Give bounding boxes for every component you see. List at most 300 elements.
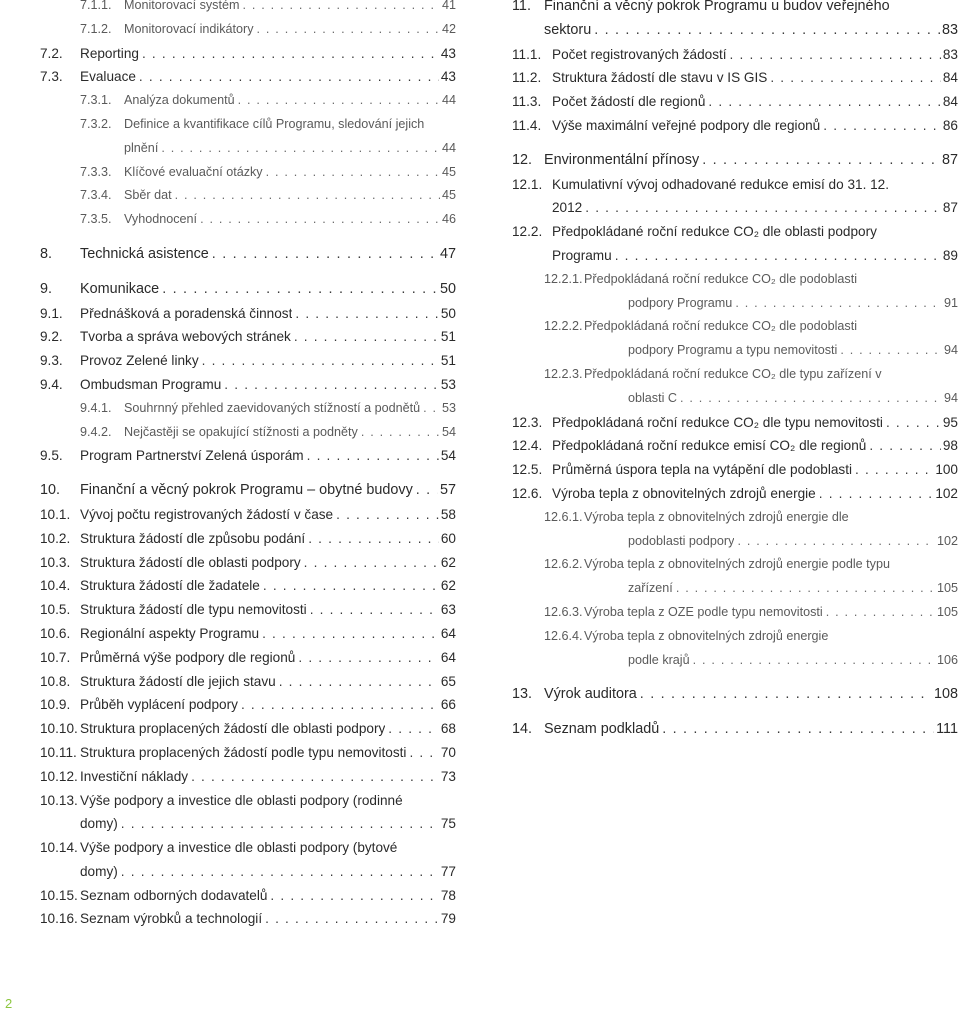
- toc-entry-page: 60: [440, 530, 456, 546]
- toc-entry-page: 102: [935, 485, 958, 501]
- toc-entry-page: 75: [440, 816, 456, 832]
- dot-leader: [172, 184, 440, 208]
- toc-entry-title: Program Partnerství Zelená úsporám: [80, 448, 304, 464]
- dot-leader: [406, 741, 438, 765]
- toc-entry-page: 62: [440, 578, 456, 594]
- toc-entry-number: 9.4.1.: [80, 400, 112, 415]
- toc-entry-title: Technická asistence: [80, 245, 209, 262]
- toc-entry[interactable]: [512, 625, 958, 649]
- toc-entry-number: 7.3.4.: [80, 188, 112, 203]
- dot-leader: [732, 292, 942, 316]
- toc-entry-title: Klíčové evaluační otázky: [124, 164, 263, 179]
- toc-entry-title: Tvorba a správa webových stránek: [80, 329, 291, 345]
- toc-entry-title: Analýza dokumentů: [124, 93, 235, 108]
- toc-entry-title: Finanční a věcný pokrok Programu – obytné budovy: [80, 482, 413, 499]
- toc-entry[interactable]: [512, 506, 958, 530]
- dot-leader: [304, 444, 439, 468]
- toc-entry-title: domy): [80, 816, 118, 832]
- toc-entry-page: 44: [441, 93, 456, 108]
- toc-entry-title: Seznam odborných dodavatelů: [80, 887, 268, 903]
- page-number: 2: [5, 996, 13, 1011]
- toc-entry-title: podoblasti podpory: [628, 533, 735, 548]
- dot-leader: [866, 434, 941, 458]
- toc-entry[interactable]: [512, 683, 958, 707]
- toc-entry-number: 12.4.: [512, 438, 543, 454]
- toc-entry-number: 12.3.: [512, 414, 543, 430]
- dot-leader: [254, 18, 440, 42]
- dot-leader: [276, 670, 439, 694]
- toc-entry-page: 78: [440, 887, 456, 903]
- toc-entry-number: 7.3.3.: [80, 164, 112, 179]
- toc-entry[interactable]: [40, 836, 456, 860]
- toc-entry-title: Výroba tepla z obnovitelných zdrojů energie dle: [584, 509, 849, 524]
- toc-entry-page: 95: [942, 414, 958, 430]
- toc-entry-title: podpory Programu: [628, 295, 733, 310]
- toc-entry-title: Seznam výrobků a technologií: [80, 911, 263, 927]
- toc-entry[interactable]: [512, 43, 958, 67]
- toc-entry-number: 12.6.4.: [544, 628, 583, 643]
- toc-entry-number: 12.2.3.: [544, 366, 583, 381]
- dot-leader: [690, 649, 935, 673]
- toc-entry-title: Počet registrovaných žádostí: [552, 46, 727, 62]
- toc-entry-title: Struktura žádostí dle stavu v IS GIS: [552, 70, 768, 86]
- toc-entry-title: Struktura žádostí dle typu nemovitosti: [80, 602, 307, 618]
- toc-left-column: [40, 0, 456, 931]
- dot-leader: [767, 66, 941, 90]
- toc-entry-title: Monitorovací systém: [124, 0, 240, 12]
- toc-entry-title: Programu: [552, 247, 612, 263]
- toc-entry-number: 12.2.: [512, 224, 543, 240]
- toc-entry-number: 10.: [40, 482, 61, 499]
- toc-entry-title: Průměrná úspora tepla na vytápění dle podoblasti: [552, 462, 853, 478]
- toc-entry-title: Kumulativní vývoj odhadované redukce emisí do 31. 12.: [552, 176, 890, 192]
- toc-entry-title: Ombudsman Programu: [80, 376, 222, 392]
- toc-entry-number: 10.13.: [40, 792, 78, 808]
- toc-entry-page: 50: [439, 280, 456, 297]
- toc-entry-title: Předpokládaná roční redukce CO₂ dle typu zařízení v: [584, 366, 882, 381]
- dot-leader: [235, 89, 440, 113]
- toc-entry-number: 10.8.: [40, 673, 71, 689]
- toc-entry-title: Struktura žádostí dle způsobu podání: [80, 530, 306, 546]
- toc-entry-page: 43: [440, 45, 456, 61]
- dot-leader: [883, 411, 941, 435]
- toc-entry-number: 12.2.1.: [544, 271, 583, 286]
- toc-entry-page: 47: [439, 245, 456, 262]
- toc-entry-page: 94: [943, 343, 958, 358]
- toc-entry-title: Monitorovací indikátory: [124, 21, 254, 36]
- dot-leader: [612, 244, 941, 268]
- toc-entry-page: 50: [440, 305, 456, 321]
- dot-leader: [582, 196, 941, 220]
- toc-entry-page: 73: [440, 768, 456, 784]
- toc-entry-number: 10.7.: [40, 649, 71, 665]
- section-gap: [512, 138, 958, 149]
- toc-entry-title: Počet žádostí dle regionů: [552, 94, 706, 110]
- toc-entry-page: 57: [439, 482, 456, 499]
- toc-entry-page: 51: [440, 329, 456, 345]
- dot-leader: [816, 482, 934, 506]
- toc-entry-number: 10.12.: [40, 768, 78, 784]
- toc-entry-number: 10.5.: [40, 602, 71, 618]
- toc-entry-title: Investiční náklady: [80, 768, 189, 784]
- toc-entry-title: Komunikace: [80, 280, 160, 297]
- dot-leader: [239, 0, 440, 18]
- dot-leader: [837, 339, 942, 363]
- dot-leader: [292, 302, 439, 326]
- dot-leader: [295, 646, 439, 670]
- toc-entry-number: 8.: [40, 245, 53, 262]
- toc-entry[interactable]: [40, 622, 456, 646]
- toc-entry[interactable]: [40, 884, 456, 908]
- toc-entry-page: 62: [440, 554, 456, 570]
- toc-entry[interactable]: [40, 444, 456, 468]
- toc-entry-title: Výroba tepla z OZE podle typu nemovitosti: [584, 604, 823, 619]
- toc-entry[interactable]: [40, 551, 456, 575]
- toc-entry[interactable]: [40, 646, 456, 670]
- toc-entry-page: 58: [440, 506, 456, 522]
- dot-leader: [260, 574, 439, 598]
- toc-entry-page: 84: [942, 94, 958, 110]
- dot-leader: [263, 161, 440, 185]
- toc-entry-title: Předpokládaná roční redukce emisí CO₂ dle regionů: [552, 438, 867, 454]
- toc-entry-page: 87: [941, 151, 958, 168]
- dot-leader: [199, 349, 439, 373]
- toc-entry-number: 13.: [512, 686, 533, 703]
- toc-entry[interactable]: [512, 363, 958, 387]
- toc-entry-page: 89: [942, 247, 958, 263]
- toc-entry-title: Výše maximální veřejné podpory dle regionů: [552, 117, 821, 133]
- toc-entry-page: 54: [440, 448, 456, 464]
- toc-entry-page: 83: [942, 46, 958, 62]
- dot-leader: [291, 325, 439, 349]
- toc-entry-title: plnění: [124, 140, 159, 155]
- toc-entry-title: Environmentální přínosy: [544, 151, 700, 168]
- toc-entry[interactable]: [40, 113, 456, 137]
- toc-entry-page: 98: [942, 438, 958, 454]
- toc-entry-page: 46: [441, 212, 456, 227]
- toc-entry[interactable]: [40, 789, 456, 813]
- toc-entry[interactable]: [512, 220, 958, 244]
- toc-entry[interactable]: [512, 553, 958, 577]
- toc-entry-title: Nejčastěji se opakující stížnosti a podněty: [124, 424, 358, 439]
- toc-entry-page: 45: [441, 188, 456, 203]
- dot-leader: [158, 137, 440, 161]
- toc-entry-title: domy): [80, 863, 118, 879]
- toc-entry-number: 10.2.: [40, 530, 71, 546]
- toc-entry-page: 86: [942, 117, 958, 133]
- toc-entry[interactable]: [512, 292, 958, 316]
- toc-entry[interactable]: [40, 243, 456, 267]
- toc-entry-number: 9.5.: [40, 448, 63, 464]
- toc-entry-page: 68: [440, 721, 456, 737]
- toc-entry-number: 9.: [40, 280, 53, 297]
- toc-entry[interactable]: [40, 860, 456, 884]
- toc-entry-title: Předpokládaná roční redukce CO₂ dle podoblasti: [584, 319, 858, 334]
- toc-entry[interactable]: [40, 598, 456, 622]
- toc-entry-page: 41: [441, 0, 456, 12]
- toc-entry[interactable]: [512, 244, 958, 268]
- dot-leader: [139, 42, 439, 66]
- dot-leader: [852, 458, 933, 482]
- toc-entry[interactable]: [512, 66, 958, 90]
- toc-entry-title: zařízení: [628, 581, 673, 596]
- toc-entry-title: Reporting: [80, 45, 139, 61]
- dot-leader: [267, 884, 438, 908]
- toc-entry-number: 7.3.: [40, 69, 63, 85]
- toc-entry-page: 53: [441, 400, 456, 415]
- toc-entry-number: 9.4.2.: [80, 424, 112, 439]
- toc-entry[interactable]: [512, 411, 958, 435]
- toc-entry[interactable]: [40, 65, 456, 89]
- toc-entry[interactable]: [40, 89, 456, 113]
- toc-entry-title: podle krajů: [628, 652, 690, 667]
- toc-entry-number: 11.1.: [512, 46, 542, 62]
- toc-entry[interactable]: [40, 161, 456, 185]
- toc-entry-title: Výroba tepla z obnovitelných zdrojů energie podle typu: [584, 557, 890, 572]
- toc-entry[interactable]: [40, 574, 456, 598]
- dot-leader: [333, 503, 439, 527]
- toc-entry[interactable]: [512, 458, 958, 482]
- toc-entry-page: 79: [440, 911, 456, 927]
- dot-leader: [136, 65, 439, 89]
- toc-entry-title: Výroba tepla z obnovitelných zdrojů energie: [584, 628, 829, 643]
- toc-entry[interactable]: [40, 137, 456, 161]
- toc-entry-title: Evaluace: [80, 69, 136, 85]
- toc-entry-page: 64: [440, 625, 456, 641]
- toc-entry-title: Regionální aspekty Programu: [80, 625, 260, 641]
- toc-entry[interactable]: [40, 479, 456, 503]
- toc-entry[interactable]: [512, 482, 958, 506]
- toc-entry-title: Přednášková a poradenská činnost: [80, 305, 293, 321]
- toc-entry-page: 54: [441, 424, 456, 439]
- toc-entry-page: 111: [936, 721, 958, 738]
- toc-entry[interactable]: [512, 339, 958, 363]
- section-gap: [40, 232, 456, 243]
- toc-entry[interactable]: [512, 601, 958, 625]
- dot-leader: [385, 717, 439, 741]
- toc-entry[interactable]: [512, 173, 958, 197]
- toc-entry-title: Struktura proplacených žádostí podle typu nemovitosti: [80, 744, 407, 760]
- dot-leader: [659, 718, 934, 742]
- toc-entry-number: 9.2.: [40, 329, 63, 345]
- toc-entry[interactable]: [40, 18, 456, 42]
- toc-entry[interactable]: [40, 184, 456, 208]
- toc-entry-page: 84: [942, 70, 958, 86]
- toc-entry-title: Seznam podkladů: [544, 721, 660, 738]
- toc-entry[interactable]: [512, 19, 958, 43]
- toc-entry[interactable]: [40, 278, 456, 302]
- toc-entry-page: 102: [936, 533, 958, 548]
- toc-entry-number: 14.: [512, 721, 533, 738]
- toc-entry[interactable]: [40, 397, 456, 421]
- dot-leader: [305, 527, 439, 551]
- dot-leader: [820, 114, 941, 138]
- toc-entry[interactable]: [40, 208, 456, 232]
- toc-entry[interactable]: [40, 349, 456, 373]
- toc-entry-number: 7.3.5.: [80, 212, 112, 227]
- toc-entry[interactable]: [512, 114, 958, 138]
- toc-entry-page: 70: [440, 744, 456, 760]
- toc-entry-title: Struktura žádostí dle žadatele: [80, 578, 260, 594]
- dot-leader: [699, 149, 940, 173]
- dot-leader: [159, 278, 438, 302]
- toc-entry-number: 10.10.: [40, 721, 78, 737]
- dot-leader: [197, 208, 440, 232]
- dot-leader: [118, 812, 439, 836]
- toc-entry-title: Výroba tepla z obnovitelných zdrojů energie: [552, 485, 816, 501]
- toc-entry-page: 87: [942, 200, 958, 216]
- toc-entry-number: 9.3.: [40, 353, 63, 369]
- toc-entry-number: 12.1.: [512, 176, 543, 192]
- toc-entry[interactable]: [512, 196, 958, 220]
- toc-entry[interactable]: [512, 577, 958, 601]
- toc-entry-title: oblasti C: [628, 390, 677, 405]
- toc-entry[interactable]: [512, 315, 958, 339]
- toc-entry[interactable]: [40, 765, 456, 789]
- toc-entry[interactable]: [40, 812, 456, 836]
- toc-entry[interactable]: [40, 717, 456, 741]
- toc-entry[interactable]: [40, 42, 456, 66]
- dot-leader: [591, 19, 940, 43]
- dot-leader: [259, 622, 439, 646]
- toc-entry-number: 10.16.: [40, 911, 78, 927]
- toc-entry[interactable]: [512, 649, 958, 673]
- toc-entry-number: 9.1.: [40, 305, 63, 321]
- dot-leader: [734, 530, 935, 554]
- toc-entry-page: 51: [440, 353, 456, 369]
- dot-leader: [823, 601, 935, 625]
- toc-entry-title: Průběh vyplácení podpory: [80, 697, 238, 713]
- dot-leader: [673, 577, 935, 601]
- toc-entry-title: Předpokládaná roční redukce CO₂ dle typu nemovitosti: [552, 414, 883, 430]
- toc-entry-title: Souhrnný přehled zaevidovaných stížností a podnětů: [124, 400, 421, 415]
- toc-entry-title: Struktura proplacených žádostí dle oblasti podpory: [80, 721, 386, 737]
- toc-entry-title: Finanční a věcný pokrok Programu u budov veřejného: [544, 0, 890, 14]
- toc-entry-page: 105: [936, 581, 958, 596]
- toc-entry-title: Předpokládaná roční redukce CO₂ dle podoblasti: [584, 271, 858, 286]
- toc-entry-number: 12.5.: [512, 462, 543, 478]
- toc-right-column: [512, 0, 958, 742]
- toc-entry[interactable]: [40, 302, 456, 326]
- toc-entry-title: Struktura žádostí dle jejich stavu: [80, 673, 276, 689]
- toc-entry[interactable]: [512, 0, 958, 19]
- toc-entry-page: 108: [933, 686, 958, 703]
- toc-entry-page: 42: [441, 21, 456, 36]
- toc-entry[interactable]: [40, 503, 456, 527]
- toc-entry-title: Výše podpory a investice dle oblasti podpory (rodinné: [80, 792, 403, 808]
- toc-entry-title: Definice a kvantifikace cílů Programu, sledování jejich: [124, 116, 425, 131]
- toc-entry[interactable]: [512, 718, 958, 742]
- dot-leader: [221, 373, 439, 397]
- dot-leader: [637, 683, 932, 707]
- toc-entry-number: 10.6.: [40, 625, 71, 641]
- toc-entry-number: 7.1.1.: [80, 0, 112, 12]
- section-gap: [512, 672, 958, 683]
- dot-leader: [307, 598, 439, 622]
- dot-leader: [238, 693, 439, 717]
- toc-entry-number: 7.1.2.: [80, 21, 112, 36]
- toc-entry-number: 12.6.2.: [544, 557, 583, 572]
- toc-entry-number: 11.2.: [512, 70, 542, 86]
- dot-leader: [727, 43, 941, 67]
- toc-entry-number: 10.4.: [40, 578, 71, 594]
- toc-entry-number: 12.: [512, 151, 533, 168]
- toc-entry[interactable]: [40, 325, 456, 349]
- toc-entry-number: 10.14.: [40, 840, 78, 856]
- toc-entry-page: 77: [440, 863, 456, 879]
- toc-entry-title: Průměrná výše podpory dle regionů: [80, 649, 296, 665]
- toc-entry[interactable]: [512, 90, 958, 114]
- toc-entry-page: 105: [936, 604, 958, 619]
- toc-entry-number: 12.6.: [512, 485, 543, 501]
- dot-leader: [420, 397, 440, 421]
- toc-entry-page: 45: [441, 164, 456, 179]
- toc-entry-page: 65: [440, 673, 456, 689]
- toc-entry-number: 7.3.2.: [80, 116, 112, 131]
- toc-entry[interactable]: [40, 527, 456, 551]
- toc-entry-title: Sběr dat: [124, 188, 172, 203]
- toc-entry-title: Struktura žádostí dle oblasti podpory: [80, 554, 301, 570]
- toc-entry-title: Předpokládané roční redukce CO₂ dle oblasti podpory: [552, 224, 877, 240]
- dot-leader: [677, 387, 942, 411]
- toc-entry-page: 43: [440, 69, 456, 85]
- toc-entry[interactable]: [40, 907, 456, 931]
- toc-entry[interactable]: [512, 268, 958, 292]
- dot-leader: [209, 243, 438, 267]
- section-gap: [40, 468, 456, 479]
- toc-entry[interactable]: [512, 387, 958, 411]
- toc-entry-title: Vývoj počtu registrovaných žádostí v čase: [80, 506, 334, 522]
- toc-entry[interactable]: [512, 530, 958, 554]
- toc-entry-title: Výše podpory a investice dle oblasti podpory (bytové: [80, 840, 398, 856]
- toc-entry[interactable]: [40, 693, 456, 717]
- dot-leader: [188, 765, 439, 789]
- toc-entry-number: 10.11.: [40, 744, 77, 760]
- section-gap: [40, 267, 456, 278]
- toc-entry-number: 10.1.: [40, 506, 71, 522]
- toc-entry[interactable]: [40, 0, 456, 18]
- toc-entry-number: 7.2.: [40, 45, 63, 61]
- toc-entry-title: Provoz Zelené linky: [80, 353, 199, 369]
- toc-entry-number: 11.4.: [512, 117, 542, 133]
- toc-entry[interactable]: [40, 373, 456, 397]
- dot-leader: [358, 421, 440, 445]
- toc-entry[interactable]: [512, 434, 958, 458]
- toc-entry[interactable]: [40, 421, 456, 445]
- dot-leader: [705, 90, 940, 114]
- toc-entry-number: 10.9.: [40, 697, 71, 713]
- toc-entry-page: 44: [441, 140, 456, 155]
- toc-entry[interactable]: [40, 670, 456, 694]
- toc-entry-page: 91: [943, 295, 958, 310]
- toc-entry-number: 11.3.: [512, 94, 542, 110]
- toc-entry-title: Výrok auditora: [544, 686, 637, 703]
- toc-entry-title: podpory Programu a typu nemovitosti: [628, 343, 838, 358]
- toc-entry-number: 10.3.: [40, 554, 71, 570]
- toc-entry-title: 2012: [552, 200, 583, 216]
- dot-leader: [262, 907, 439, 931]
- toc-entry-number: 12.6.1.: [544, 509, 583, 524]
- toc-entry-page: 94: [943, 390, 958, 405]
- toc-entry-page: 63: [440, 602, 456, 618]
- toc-entry-title: Vyhodnocení: [124, 212, 198, 227]
- toc-entry[interactable]: [40, 741, 456, 765]
- toc-entry-page: 83: [941, 21, 958, 38]
- toc-entry-page: 64: [440, 649, 456, 665]
- toc-entry[interactable]: [512, 149, 958, 173]
- toc-entry-title: sektoru: [544, 21, 592, 38]
- toc-entry-page: 106: [936, 652, 958, 667]
